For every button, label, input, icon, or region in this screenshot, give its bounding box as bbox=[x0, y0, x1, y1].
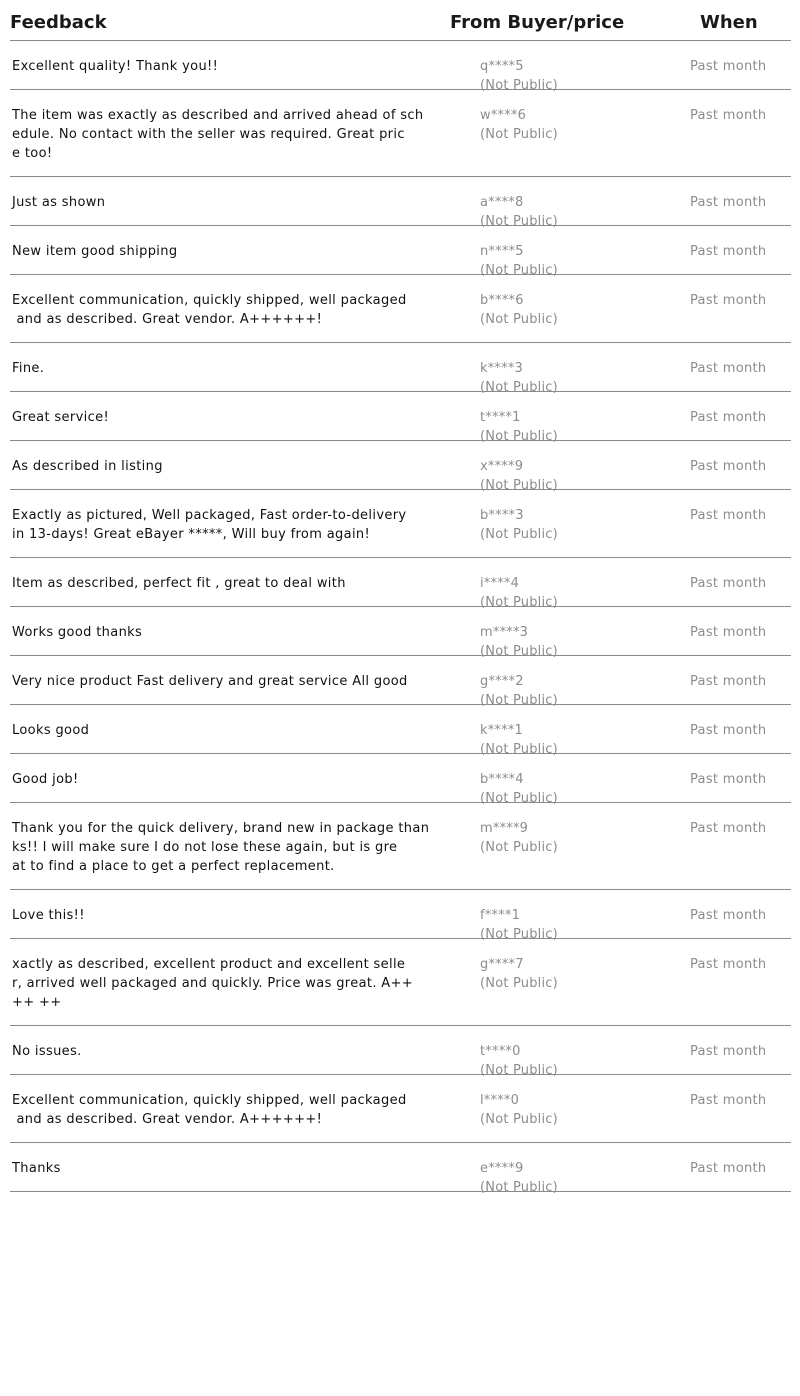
buyer-privacy: (Not Public) bbox=[480, 927, 558, 942]
when-text: Past month bbox=[690, 195, 767, 210]
when-text: Past month bbox=[690, 576, 767, 591]
when-text: Past month bbox=[690, 59, 767, 74]
feedback-text: As described in listing bbox=[12, 459, 163, 474]
table-row bbox=[10, 441, 791, 493]
feedback-text: Excellent quality! Thank you!! bbox=[12, 59, 219, 74]
feedback-text: Excellent communication, quickly shipped, well packaged and as described. Great vendor. A++++++! bbox=[12, 293, 407, 327]
buyer-id: t****0 bbox=[480, 1044, 521, 1059]
buyer-id: q****5 bbox=[480, 59, 524, 74]
buyer-privacy: (Not Public) bbox=[480, 976, 558, 991]
buyer-privacy: (Not Public) bbox=[480, 127, 558, 142]
table-row bbox=[10, 607, 791, 659]
buyer-cell bbox=[480, 955, 558, 993]
buyer-id: k****3 bbox=[480, 361, 523, 376]
table-row bbox=[10, 343, 791, 395]
buyer-cell bbox=[480, 1159, 558, 1197]
feedback-text: xactly as described, excellent product and excellent selle r, arrived well packaged and quickly. Price was great. A++ ++ ++ bbox=[12, 957, 414, 1010]
column-header-when: When bbox=[700, 12, 758, 33]
feedback-text: Exactly as pictured, Well packaged, Fast order-to-delivery in 13-days! Great eBayer *****, Will buy from again! bbox=[12, 508, 407, 542]
feedback-text: Thanks bbox=[12, 1161, 61, 1176]
table-row bbox=[10, 558, 791, 610]
feedback-text: No issues. bbox=[12, 1044, 82, 1059]
buyer-id: m****3 bbox=[480, 625, 529, 640]
table-row bbox=[10, 754, 791, 806]
buyer-privacy: (Not Public) bbox=[480, 312, 558, 327]
buyer-privacy: (Not Public) bbox=[480, 1112, 558, 1127]
buyer-privacy: (Not Public) bbox=[480, 644, 558, 659]
buyer-id: l****0 bbox=[480, 1093, 520, 1108]
buyer-id: f****1 bbox=[480, 908, 521, 923]
feedback-text: Love this!! bbox=[12, 908, 85, 923]
table-row bbox=[10, 1026, 791, 1078]
table-row bbox=[10, 41, 791, 93]
table-row bbox=[10, 939, 791, 1026]
buyer-cell bbox=[480, 106, 558, 144]
table-row bbox=[10, 275, 791, 343]
table-row bbox=[10, 656, 791, 708]
feedback-text: Thank you for the quick delivery, brand new in package than ks!! I will make sure I do not lose these again, but is gre at to find a place to get a perfect replacement. bbox=[12, 821, 430, 874]
feedback-table bbox=[10, 0, 791, 1195]
table-row bbox=[10, 705, 791, 757]
when-text: Past month bbox=[690, 821, 767, 836]
table-row bbox=[10, 890, 791, 942]
table-row bbox=[10, 226, 791, 278]
feedback-text: Works good thanks bbox=[12, 625, 143, 640]
buyer-id: k****1 bbox=[480, 723, 523, 738]
buyer-id: b****6 bbox=[480, 293, 524, 308]
table-row bbox=[10, 1075, 791, 1143]
buyer-id: t****1 bbox=[480, 410, 521, 425]
table-row bbox=[10, 177, 791, 229]
buyer-id: g****2 bbox=[480, 674, 524, 689]
buyer-privacy: (Not Public) bbox=[480, 527, 558, 542]
buyer-id: b****4 bbox=[480, 772, 524, 787]
when-text: Past month bbox=[690, 1093, 767, 1108]
buyer-privacy: (Not Public) bbox=[480, 840, 558, 855]
feedback-text: Excellent communication, quickly shipped, well packaged and as described. Great vendor. A++++++! bbox=[12, 1093, 407, 1127]
when-text: Past month bbox=[690, 723, 767, 738]
when-text: Past month bbox=[690, 508, 767, 523]
buyer-id: w****6 bbox=[480, 108, 527, 123]
feedback-text: Item as described, perfect fit , great to deal with bbox=[12, 576, 346, 591]
when-text: Past month bbox=[690, 410, 767, 425]
buyer-id: x****9 bbox=[480, 459, 524, 474]
buyer-id: b****3 bbox=[480, 508, 524, 523]
buyer-id: i****4 bbox=[480, 576, 520, 591]
when-text: Past month bbox=[690, 244, 767, 259]
when-text: Past month bbox=[690, 772, 767, 787]
buyer-cell bbox=[480, 291, 558, 329]
feedback-text: Just as shown bbox=[12, 195, 106, 210]
table-row bbox=[10, 490, 791, 558]
table-header bbox=[10, 0, 791, 41]
feedback-text: Very nice product Fast delivery and great service All good bbox=[12, 674, 408, 689]
feedback-text: Great service! bbox=[12, 410, 110, 425]
table-row bbox=[10, 90, 791, 177]
feedback-text: New item good shipping bbox=[12, 244, 178, 259]
column-header-feedback: Feedback bbox=[10, 12, 107, 33]
when-text: Past month bbox=[690, 1161, 767, 1176]
buyer-id: n****5 bbox=[480, 244, 524, 259]
when-text: Past month bbox=[690, 625, 767, 640]
feedback-text: Fine. bbox=[12, 361, 45, 376]
buyer-privacy: (Not Public) bbox=[480, 263, 558, 278]
buyer-privacy: (Not Public) bbox=[480, 742, 558, 757]
buyer-privacy: (Not Public) bbox=[480, 380, 558, 395]
buyer-privacy: (Not Public) bbox=[480, 693, 558, 708]
when-text: Past month bbox=[690, 908, 767, 923]
buyer-privacy: (Not Public) bbox=[480, 78, 558, 93]
when-text: Past month bbox=[690, 957, 767, 972]
table-row bbox=[10, 1143, 791, 1195]
buyer-privacy: (Not Public) bbox=[480, 214, 558, 229]
feedback-text: The item was exactly as described and arrived ahead of sch edule. No contact with the seller was required. Great pric e too! bbox=[12, 108, 424, 161]
when-text: Past month bbox=[690, 1044, 767, 1059]
feedback-text: Good job! bbox=[12, 772, 79, 787]
when-text: Past month bbox=[690, 361, 767, 376]
buyer-privacy: (Not Public) bbox=[480, 478, 558, 493]
buyer-cell bbox=[480, 506, 558, 544]
when-text: Past month bbox=[690, 674, 767, 689]
buyer-id: m****9 bbox=[480, 821, 529, 836]
buyer-id: e****9 bbox=[480, 1161, 524, 1176]
when-text: Past month bbox=[690, 293, 767, 308]
column-header-from-buyer: From Buyer/price bbox=[450, 12, 625, 33]
when-text: Past month bbox=[690, 459, 767, 474]
buyer-id: a****8 bbox=[480, 195, 524, 210]
buyer-privacy: (Not Public) bbox=[480, 1063, 558, 1078]
buyer-cell bbox=[480, 1091, 558, 1129]
feedback-text: Looks good bbox=[12, 723, 90, 738]
buyer-privacy: (Not Public) bbox=[480, 595, 558, 610]
buyer-cell bbox=[480, 819, 558, 857]
table-row bbox=[10, 803, 791, 890]
buyer-privacy: (Not Public) bbox=[480, 429, 558, 444]
buyer-id: g****7 bbox=[480, 957, 524, 972]
when-text: Past month bbox=[690, 108, 767, 123]
buyer-privacy: (Not Public) bbox=[480, 791, 558, 806]
table-row bbox=[10, 392, 791, 444]
buyer-privacy: (Not Public) bbox=[480, 1180, 558, 1195]
